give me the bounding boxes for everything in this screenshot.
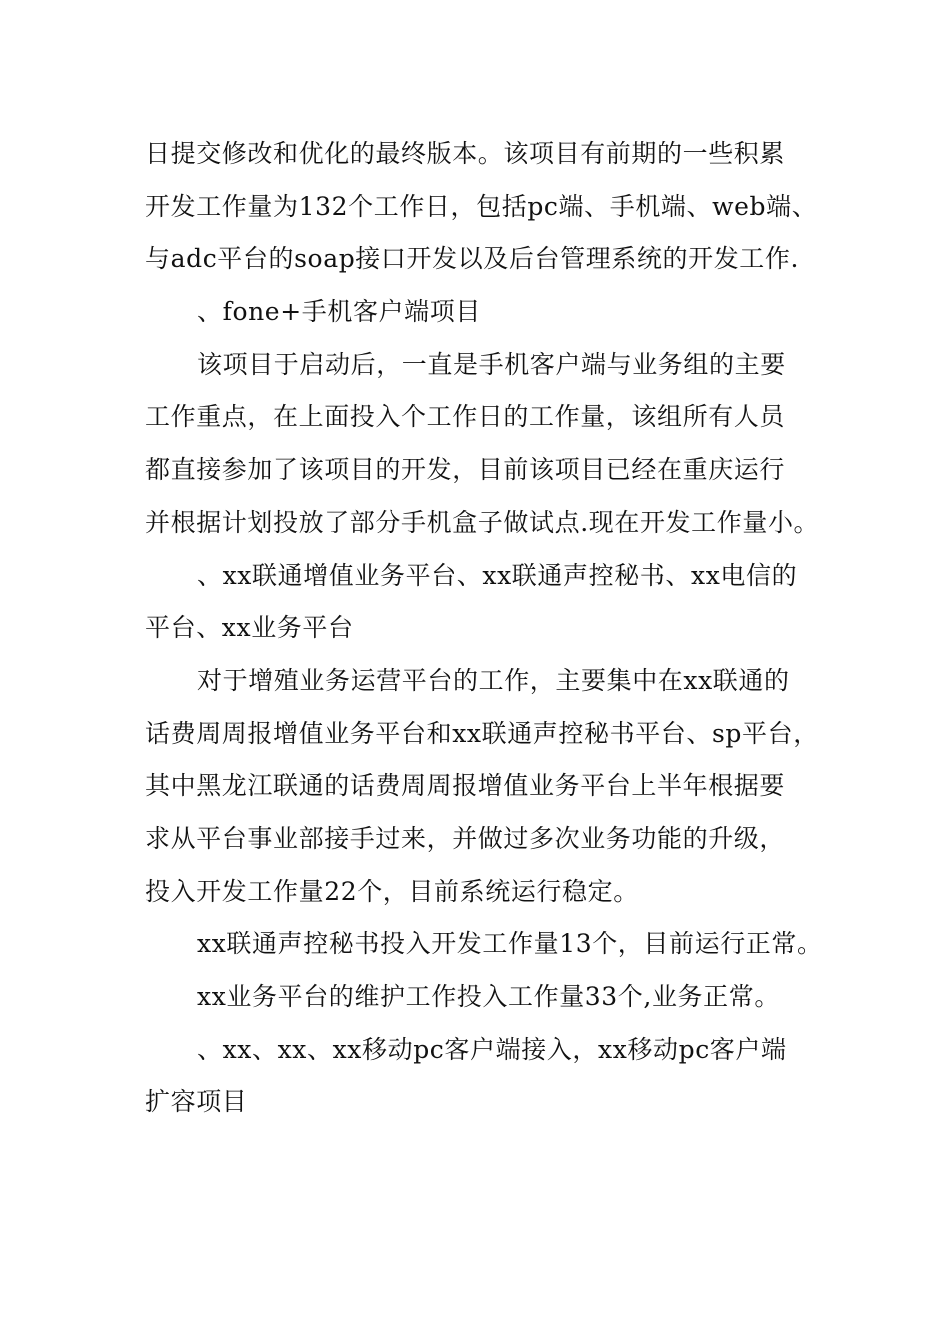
- text-line: 与adc平台的soap接口开发以及后台管理系统的开发工作.: [145, 244, 800, 274]
- text-line: 投入开发工作量22个，目前系统运行稳定。: [145, 876, 639, 906]
- section-heading: 、xx、xx、xx移动pc客户端接入，xx移动pc客户端: [197, 1034, 787, 1064]
- text-line: 都直接参加了该项目的开发，目前该项目已经在重庆运行: [145, 455, 786, 485]
- section-heading: 、xx联通增值业务平台、xx联通声控秘书、xx电信的: [197, 560, 798, 590]
- text-line: 该项目于启动后，一直是手机客户端与业务组的主要: [197, 349, 786, 379]
- text-line: xx业务平台的维护工作投入工作量33个,业务正常。: [197, 982, 780, 1011]
- text-line: 其中黑龙江联通的话费周周报增值业务平台上半年根据要: [145, 771, 786, 801]
- text-line: 日提交修改和优化的最终版本。该项目有前期的一些积累: [145, 139, 786, 168]
- text-line: 并根据计划投放了部分手机盒子做试点.现在开发工作量小。: [145, 507, 820, 537]
- text-line: 工作重点，在上面投入个工作日的工作量，该组所有人员: [145, 402, 786, 432]
- text-line: 求从平台事业部接手过来，并做过多次业务功能的升级，: [145, 823, 786, 853]
- body-text: [145, 128, 825, 1129]
- section-heading-continued: 平台、xx业务平台: [145, 613, 354, 643]
- text-line: xx联通声控秘书投入开发工作量13个，目前运行正常。: [197, 929, 823, 959]
- text-line: 话费周周报增值业务平台和xx联通声控秘书平台、sp平台，: [145, 718, 819, 748]
- section-heading-continued: 扩容项目: [145, 1087, 248, 1117]
- section-heading: 、fone+手机客户端项目: [197, 297, 481, 327]
- text-line: 开发工作量为132个工作日，包括pc端、手机端、web端、: [145, 191, 818, 221]
- text-line: 对于增殖业务运营平台的工作，主要集中在xx联通的: [197, 665, 790, 695]
